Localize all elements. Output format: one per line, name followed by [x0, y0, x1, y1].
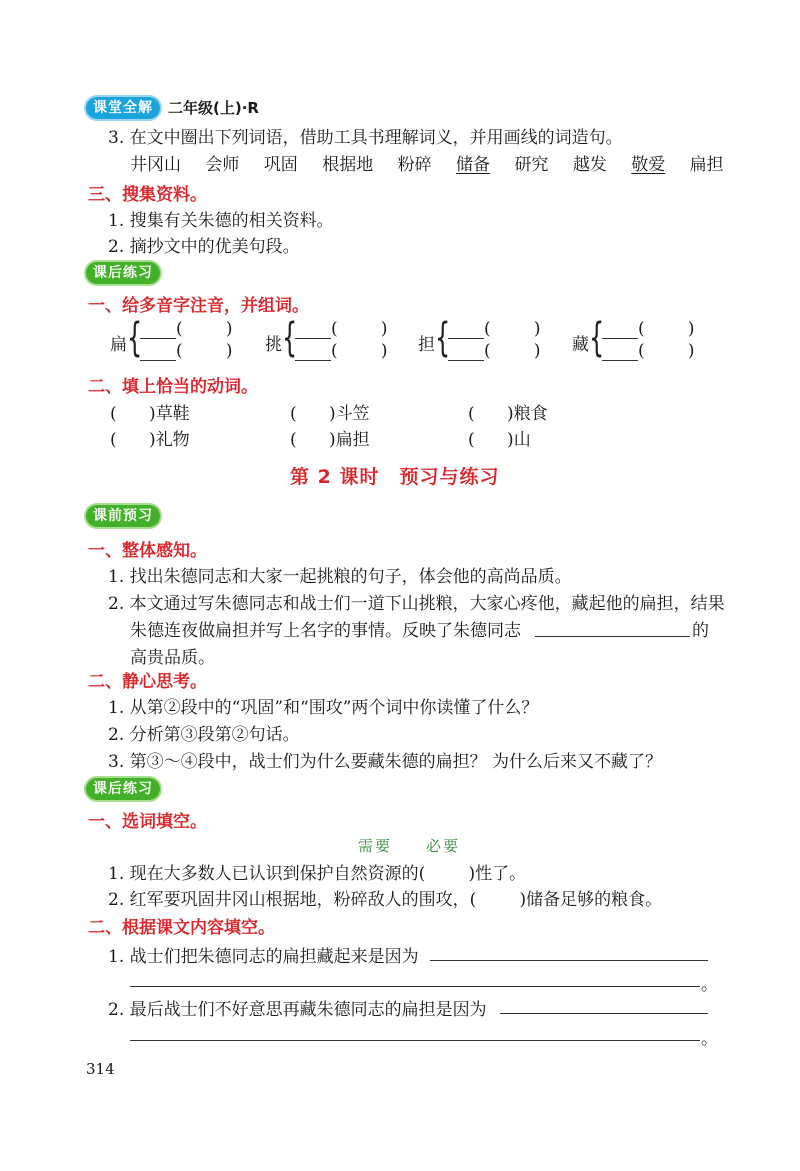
think-item: 2. 分析第③段第②句话。: [108, 725, 300, 745]
fill-sentence-2: 2. 最后战士们不好意思再藏朱德同志的扁担是因为: [108, 1000, 487, 1020]
verb-blank: ( )粮食: [468, 404, 548, 424]
verb-blank: ( )扁担: [290, 430, 370, 450]
pinyin-line[interactable]: [602, 360, 638, 361]
word-blank[interactable]: ( ): [176, 341, 233, 361]
whole-item-1: 1. 找出朱德同志和大家一起挑粮的句子，体会他的高尚品质。: [108, 567, 572, 587]
word: 扁担: [689, 155, 724, 175]
think-item: 3. 第③～④段中，战士们为什么要藏朱德的扁担？ 为什么后来又不藏了？: [108, 752, 663, 772]
fill-title: 二、根据课文内容填空。: [88, 918, 275, 938]
q3-text: 3. 在文中圈出下列词语，借助工具书理解词义，并用画线的词造句。: [108, 128, 623, 148]
word-blank[interactable]: ( ): [484, 341, 541, 361]
verbs-title: 二、填上恰当的动词。: [88, 377, 258, 397]
verb-object: 粮食: [513, 404, 548, 424]
grade-label: 二年级(上)·R: [168, 99, 259, 117]
verb-object: 山: [513, 430, 531, 450]
brace-icon: {: [435, 315, 451, 361]
word: 越发: [572, 155, 607, 175]
answer-line[interactable]: [430, 960, 708, 961]
verb-object: 扁担: [335, 430, 370, 450]
after-class-badge: 课后练习: [86, 262, 160, 284]
word: 会师: [205, 155, 240, 175]
page-number: 314: [86, 1060, 115, 1078]
brace-icon: {: [282, 315, 298, 361]
word: 巩固: [263, 155, 298, 175]
verb-object: 草鞋: [155, 404, 190, 424]
whole-item-2a: 2. 本文通过写朱德同志和战士们一道下山挑粮，大家心疼他，藏起他的扁担，结果: [108, 594, 725, 614]
verb-object: 礼物: [155, 430, 190, 450]
whole-item-2b: 朱德连夜做扁担并写上名字的事情。反映了朱德同志: [130, 621, 521, 641]
word-underlined: 敬爱: [631, 155, 666, 175]
word-blank[interactable]: ( ): [484, 319, 541, 339]
q3-word-list: [130, 150, 743, 175]
pinyin-line[interactable]: [448, 338, 484, 339]
verb-object: 斗笠: [335, 404, 370, 424]
polyphone-char: 藏: [572, 335, 589, 355]
verb-blank: ( )山: [468, 430, 531, 450]
sec3-item: 2. 摘抄文中的优美句段。: [108, 237, 300, 257]
pre-class-badge: 课前预习: [86, 505, 160, 527]
verb-blank: ( )斗笠: [290, 404, 370, 424]
think-item: 1. 从第②段中的“巩固”和“围攻”两个词中你读懂了什么？: [108, 698, 539, 718]
lesson-title: 第 2 课时 预习与练习: [290, 466, 500, 488]
choose-sentence-2: 2. 红军要巩固井冈山根据地，粉碎敌人的围攻，( )储备足够的粮食。: [108, 890, 663, 910]
polyphone-char: 扁: [110, 335, 127, 355]
word-blank[interactable]: ( ): [331, 319, 388, 339]
period: 。: [701, 975, 718, 995]
pinyin-line[interactable]: [448, 360, 484, 361]
sec3-item: 1. 搜集有关朱德的相关资料。: [108, 211, 334, 231]
choose-sentence-1: 1. 现在大多数人已认识到保护自然资源的( )性了。: [108, 864, 527, 884]
think-title: 二、静心思考。: [88, 672, 207, 692]
polyphone-char: 挑: [265, 335, 282, 355]
pinyin-line[interactable]: [295, 338, 331, 339]
word: 粉碎: [397, 155, 432, 175]
choose-title: 一、选词填空。: [88, 812, 207, 832]
section-badge-header: 课堂全解: [86, 97, 160, 119]
word: 研究: [514, 155, 549, 175]
answer-line[interactable]: [130, 986, 700, 987]
whole-title: 一、整体感知。: [88, 541, 207, 561]
word-blank[interactable]: ( ): [331, 341, 388, 361]
polyphone-char: 担: [418, 335, 435, 355]
answer-line[interactable]: [130, 1040, 700, 1041]
after-class-badge: 课后练习: [86, 778, 160, 800]
word-blank[interactable]: ( ): [638, 319, 695, 339]
sec3-title: 三、搜集资料。: [88, 185, 207, 205]
word-underlined: 储备: [456, 155, 491, 175]
pinyin-line[interactable]: [295, 360, 331, 361]
whole-item-2b-end: 的: [692, 621, 709, 641]
word-blank[interactable]: ( ): [176, 319, 233, 339]
answer-line[interactable]: [500, 1013, 708, 1014]
verb-blank: ( )草鞋: [110, 404, 190, 424]
whole-item-2c: 高贵品质。: [130, 648, 215, 668]
word: 根据地: [322, 155, 374, 175]
brace-icon: {: [127, 315, 143, 361]
pinyin-line[interactable]: [602, 338, 638, 339]
brace-icon: {: [589, 315, 605, 361]
word: 井冈山: [130, 155, 181, 175]
word-blank[interactable]: ( ): [638, 341, 695, 361]
pinyin-line[interactable]: [140, 360, 176, 361]
poly-title: 一、给多音字注音，并组词。: [88, 296, 309, 316]
pinyin-line[interactable]: [140, 338, 176, 339]
answer-line[interactable]: [535, 636, 690, 637]
verb-blank: ( )礼物: [110, 430, 190, 450]
choose-options: 需要 必要: [358, 837, 461, 855]
fill-sentence-1: 1. 战士们把朱德同志的扁担藏起来是因为: [108, 947, 419, 967]
period: 。: [701, 1029, 718, 1049]
